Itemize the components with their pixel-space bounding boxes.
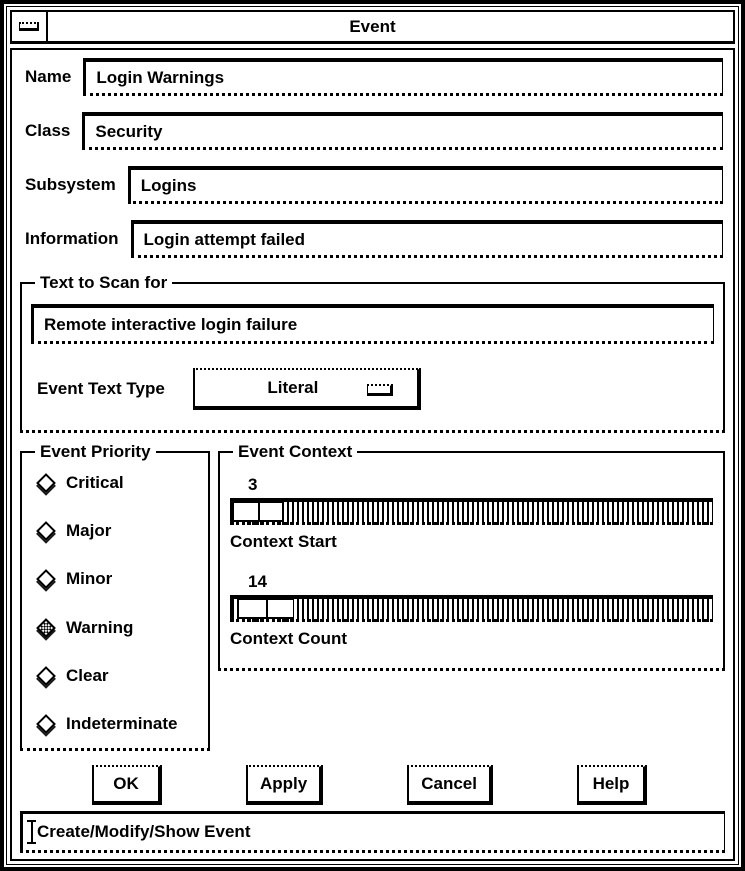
subsystem-label: Subsystem bbox=[25, 175, 116, 194]
cancel-button[interactable]: Cancel bbox=[407, 765, 493, 805]
radio-diamond-icon bbox=[36, 618, 56, 638]
help-button[interactable]: Help bbox=[577, 765, 647, 805]
priority-radio-label: Indeterminate bbox=[66, 713, 178, 733]
event-text-type-option-button[interactable] bbox=[193, 368, 421, 410]
event-context-group bbox=[218, 442, 725, 671]
radio-diamond-icon bbox=[36, 521, 56, 541]
priority-radio-label: Minor bbox=[66, 569, 113, 589]
status-bar[interactable] bbox=[20, 811, 725, 853]
priority-radio-label: Critical bbox=[66, 473, 124, 492]
subsystem-input[interactable]: Logins bbox=[128, 166, 723, 204]
apply-button[interactable]: Apply bbox=[246, 765, 323, 805]
text-to-scan-group-title: Text to Scan for bbox=[35, 273, 172, 293]
scan-text-input[interactable]: Remote interactive login failure bbox=[31, 304, 714, 344]
title-bar[interactable] bbox=[10, 10, 735, 44]
priority-radio-warning[interactable] bbox=[36, 614, 200, 642]
context-start-value: 3 bbox=[248, 475, 258, 494]
event-priority-group-title: Event Priority bbox=[35, 442, 156, 462]
context-count-value: 14 bbox=[248, 572, 267, 591]
class-row bbox=[20, 112, 725, 150]
radio-diamond-icon bbox=[36, 569, 56, 589]
priority-radio-label: Warning bbox=[66, 617, 134, 637]
priority-radio-major[interactable] bbox=[36, 517, 200, 545]
context-count-slider[interactable] bbox=[230, 595, 713, 622]
priority-radio-clear[interactable] bbox=[36, 662, 200, 690]
priority-radio-minor[interactable] bbox=[36, 565, 200, 593]
priority-radio-label: Major bbox=[66, 521, 112, 541]
context-count-label: Context Count bbox=[230, 629, 348, 648]
radio-diamond-icon bbox=[36, 714, 56, 734]
context-count-slider-block bbox=[230, 572, 713, 649]
event-priority-group bbox=[20, 442, 210, 751]
dialog-body bbox=[10, 48, 735, 861]
ok-button[interactable]: OK bbox=[92, 765, 162, 805]
radio-diamond-icon bbox=[36, 666, 56, 686]
context-start-label: Context Start bbox=[230, 532, 337, 551]
status-text: Create/Modify/Show Event bbox=[37, 822, 251, 841]
information-row bbox=[20, 220, 725, 258]
option-menu-indicator-icon bbox=[367, 384, 393, 396]
priority-radio-critical[interactable] bbox=[36, 469, 200, 497]
priority-radio-indeterminate[interactable] bbox=[36, 710, 200, 738]
button-row bbox=[20, 765, 725, 805]
class-label: Class bbox=[25, 121, 71, 140]
information-label: Information bbox=[25, 229, 119, 248]
context-start-slider[interactable] bbox=[230, 498, 713, 525]
text-cursor-icon bbox=[27, 820, 36, 844]
context-count-slider-handle[interactable] bbox=[238, 599, 294, 619]
event-context-group-title: Event Context bbox=[233, 442, 357, 462]
name-label: Name bbox=[25, 67, 72, 86]
class-input[interactable]: Security bbox=[82, 112, 723, 150]
context-start-slider-handle[interactable] bbox=[233, 502, 283, 522]
name-input[interactable]: Login Warnings bbox=[83, 58, 723, 96]
event-text-type-value: Literal bbox=[267, 378, 319, 397]
text-to-scan-group bbox=[20, 273, 725, 433]
subsystem-row bbox=[20, 166, 725, 204]
event-text-type-row bbox=[31, 368, 714, 410]
window-title: Event bbox=[349, 17, 396, 36]
priority-context-row bbox=[20, 442, 725, 751]
context-start-slider-block bbox=[230, 475, 713, 552]
event-text-type-label: Event Text Type bbox=[37, 379, 165, 398]
information-input[interactable]: Login attempt failed bbox=[131, 220, 724, 258]
priority-radio-label: Clear bbox=[66, 665, 109, 685]
name-row bbox=[20, 58, 725, 96]
radio-diamond-icon bbox=[36, 473, 56, 493]
